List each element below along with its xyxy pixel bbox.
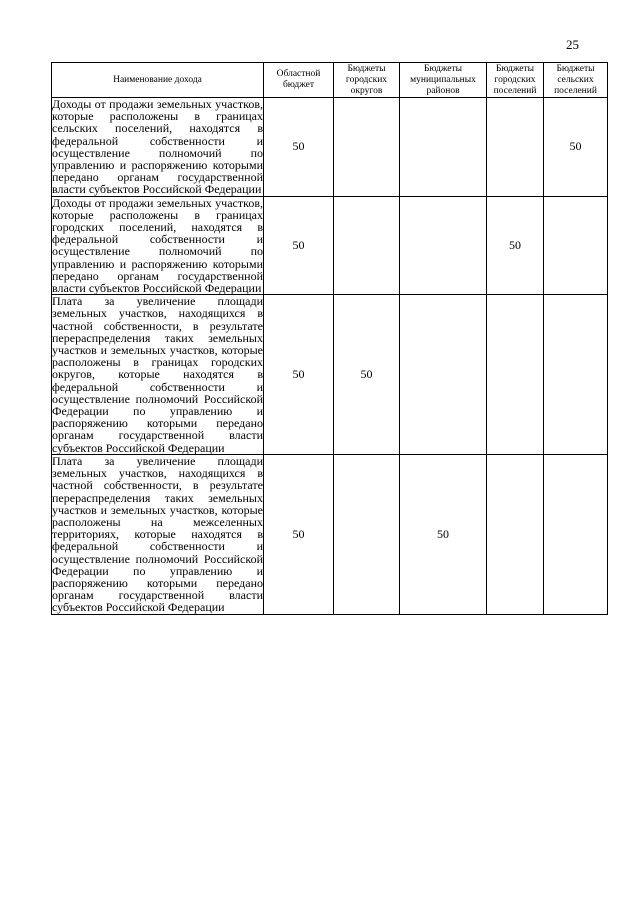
- column-header-municipal-districts: Бюджеты муниципальных районов: [400, 63, 487, 98]
- value-cell: 50: [400, 454, 487, 614]
- column-header-name: Наименование дохода: [52, 63, 264, 98]
- value-cell: [400, 98, 487, 197]
- table-row: [52, 98, 608, 197]
- column-header-regional-budget: Областной бюджет: [264, 63, 334, 98]
- value-cell: [334, 98, 400, 197]
- header-row: [52, 63, 608, 98]
- value-cell: [400, 196, 487, 295]
- value-cell: [334, 454, 400, 614]
- value-cell: 50: [264, 454, 334, 614]
- value-cell: [544, 295, 608, 455]
- revenue-name-cell: Доходы от продажи земельных участков, которые расположены в границах сельских поселений, находятся в федеральной собственности и осуществление полномочий по управлению и распоряжению которыми передано органам государственной власти субъектов Российской Федерации: [52, 97, 263, 197]
- value-cell: [487, 295, 544, 455]
- column-header-urban-settlements: Бюджеты городских поселений: [487, 63, 544, 98]
- value-cell: [400, 295, 487, 455]
- value-cell: [334, 196, 400, 295]
- value-cell: 50: [487, 196, 544, 295]
- value-cell: [487, 454, 544, 614]
- table-row: [52, 196, 608, 295]
- value-cell: 50: [264, 196, 334, 295]
- page-number: 25: [566, 37, 579, 52]
- value-cell: [544, 454, 608, 614]
- value-cell: 50: [264, 295, 334, 455]
- table-row: [52, 295, 608, 455]
- revenue-name-cell: Доходы от продажи земельных участков, которые расположены в границах городских поселений, находятся в федеральной собственности и осуществление полномочий по управлению и распоряжению которыми передано органам государственной власти субъектов Российской Федерации: [52, 195, 263, 296]
- column-header-city-districts: Бюджеты городских округов: [334, 63, 400, 98]
- value-cell: 50: [334, 295, 400, 455]
- value-cell: 50: [544, 98, 608, 197]
- value-cell: [487, 98, 544, 197]
- value-cell: 50: [264, 98, 334, 197]
- revenue-name-cell: Плата за увеличение площади земельных участков, находящихся в частной собственности, в результате перераспределения таких земельных участков и земельных участков, которые расположены в границах городских округов, которые находятся в федеральной собственности и осуществление полномочий Российской Федерации по управлению и распоряжению которыми передано органам государственной власти субъектов Российской Федерации: [52, 294, 263, 455]
- revenue-name-cell: Плата за увеличение площади земельных участков, находящихся в частной собственности, в результате перераспределения таких земельных участков и земельных участков, которые расположены на межселенных территориях, которые находятся в федеральной собственности и осуществление полномочий Российской Федерации по управлению и распоряжению которыми передано органам государственной власти субъектов Российской Федерации: [52, 453, 263, 615]
- value-cell: [544, 196, 608, 295]
- revenue-distribution-table: [51, 62, 608, 615]
- column-header-rural-settlements: Бюджеты сельских поселений: [544, 63, 608, 98]
- table-row: [52, 454, 608, 614]
